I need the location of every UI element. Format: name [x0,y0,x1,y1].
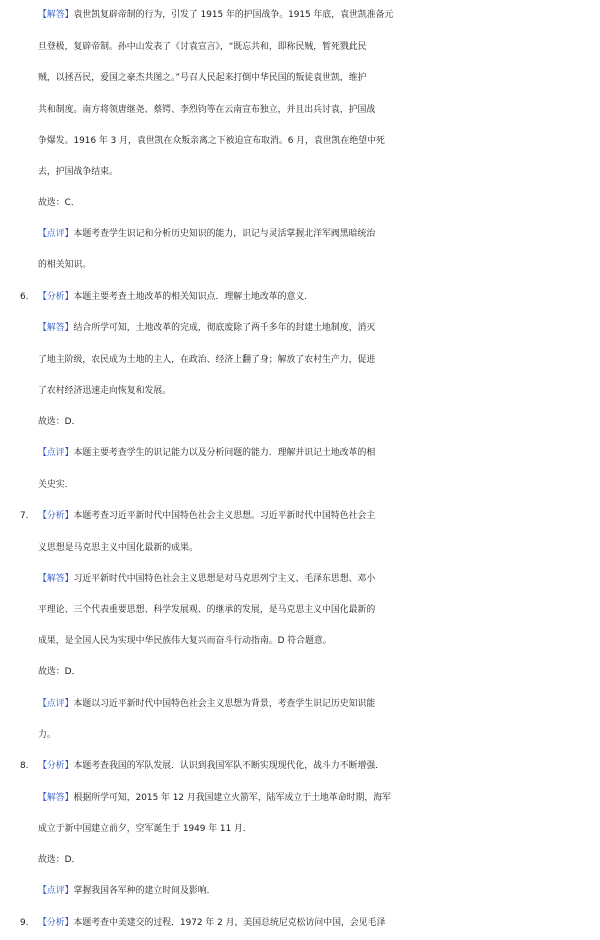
text-line [38,223,600,245]
section-tag: 【点评】 [38,886,74,896]
line-text: 袁世凯复辟帝制的行为，引发了 1915 年的护国战争。1915 年底，袁世凯准备元 [73,10,394,20]
line-text: 争爆发。1916 年 3 月，袁世凯在众叛亲离之下被迫宣布取消。6 月，袁世凯在绝望中死 [38,136,385,146]
text-line [38,442,600,464]
question-number: 8. [20,761,29,771]
line-text: 本题考查学生识记和分析历史知识的能力，识记与灵活掌握北洋军阀黑暗统治 [73,229,376,239]
text-line [38,599,600,621]
section-tag: 【分析】 [38,511,74,521]
text-line [20,755,600,777]
text-line [38,411,600,433]
text-line [38,192,600,214]
text-line [38,161,600,183]
text-line [38,568,600,590]
section-tag: 【点评】 [38,448,74,458]
text-line [38,849,600,871]
line-text: 根据所学可知，2015 年 12 月我国建立火箭军，陆军成立于土地革命时期，海军 [73,793,391,803]
section-tag: 【分析】 [38,918,74,928]
line-text: 故选：C． [38,198,80,208]
text-line [38,130,600,152]
line-text: 了农村经济迅速走向恢复和发展。 [38,386,172,396]
section-tag: 【点评】 [38,699,74,709]
line-text: 的相关知识。 [38,260,92,270]
line-text: 本题主要考查学生的识记能力以及分析问题的能力．理解并识记土地改革的相 [73,448,376,458]
line-text: 本题考查我国的军队发展．认识到我国军队不断实现现代化，战斗力不断增强． [73,761,385,771]
line-text: 故选：D． [38,417,81,427]
text-line [38,880,600,902]
section-tag: 【分析】 [38,292,74,302]
text-line [38,787,600,809]
text-line [38,380,600,402]
line-text: 掌握我国各军种的建立时间及影响． [73,886,216,896]
text-line [20,912,600,934]
line-text: 故选：D． [38,667,81,677]
line-text: 本题考查习近平新时代中国特色社会主义思想。习近平新时代中国特色社会主 [73,511,376,521]
text-line [38,724,600,746]
text-line [38,4,600,26]
line-text: 关史实． [38,480,74,490]
line-text: 成立于新中国建立前夕，空军诞生于 1949 年 11 月． [38,824,252,834]
line-text: 习近平新时代中国特色社会主义思想是对马克思列宁主义、毛泽东思想、邓小 [73,574,376,584]
text-line [38,349,600,371]
text-line [20,286,600,308]
line-text: 本题考查中美建交的过程．1972 年 2 月，美国总统尼克松访问中国，会见毛泽 [73,918,386,928]
line-text: 旦登极，复辟帝制。孙中山发表了《讨袁宣言》，“既忘共和，即称民贼，暂死戮此民 [38,42,367,52]
line-text: 贼，以拯吾民，爱国之豪杰共图之。”号召人民起来打倒中华民国的叛徒袁世凯，维护 [38,73,367,83]
line-text: 故选：D． [38,855,81,865]
text-line [38,67,600,89]
text-line [20,505,600,527]
line-text: 义思想是马克思主义中国化最新的成果。 [38,543,198,553]
text-line [38,36,600,58]
line-text: 平理论、三个代表重要思想、科学发展观、的继承的发展，是马克思主义中国化最新的 [38,605,376,615]
line-text: 共和制度。南方将领唐继尧、蔡锷、李烈钧等在云南宣布独立，并且出兵讨袁，护国战 [38,105,376,115]
line-text: 了地主阶级，农民成为土地的主人，在政治、经济上翻了身；解放了农村生产力，促进 [38,355,376,365]
text-line [38,630,600,652]
line-text: 本题以习近平新时代中国特色社会主义思想为背景，考查学生识记历史知识能 [73,699,376,709]
section-tag: 【解答】 [38,574,74,584]
text-line [38,254,600,276]
section-tag: 【点评】 [38,229,74,239]
text-line [38,474,600,496]
line-text: 结合所学可知，土地改革的完成，彻底废除了两千多年的封建土地制度，消灭 [73,323,376,333]
line-text: 本题主要考查土地改革的相关知识点．理解土地改革的意义． [73,292,314,302]
text-line [38,99,600,121]
question-number: 6. [20,292,29,302]
section-tag: 【解答】 [38,793,74,803]
text-line [38,317,600,339]
text-line [38,661,600,683]
question-number: 9. [20,918,29,928]
section-tag: 【解答】 [38,323,74,333]
text-line [38,693,600,715]
line-text: 去，护国战争结束。 [38,167,118,177]
section-tag: 【分析】 [38,761,74,771]
line-text: 力。 [38,730,56,740]
line-text: 成果，是全国人民为实现中华民族伟大复兴而奋斗行动指南。D 符合题意。 [38,636,332,646]
section-tag: 【解答】 [38,10,74,20]
question-number: 7. [20,511,29,521]
text-line [38,818,600,840]
text-line [38,537,600,559]
